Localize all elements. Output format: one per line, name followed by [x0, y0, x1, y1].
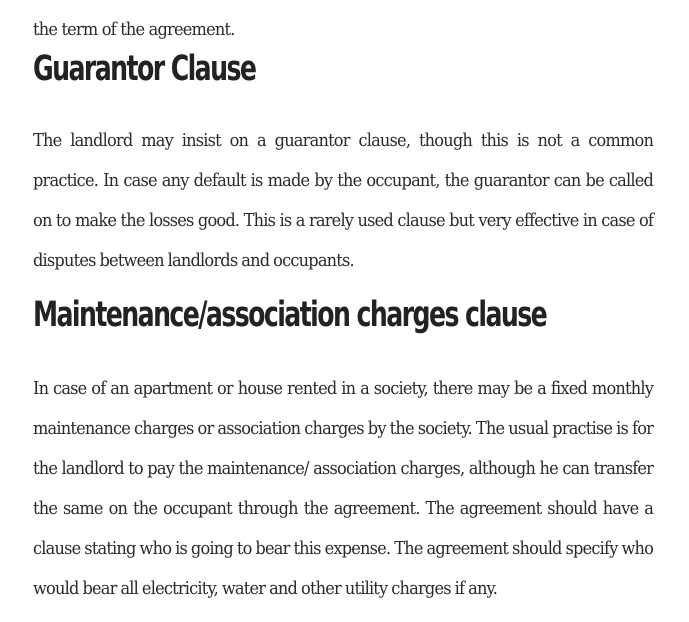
section-heading-maintenance-charges-clause: Maintenance/association charges clause [33, 295, 547, 335]
section-body-maintenance-charges-clause: In case of an apartment or house rented in a society, there may be a fixed monthly maintenance charges or association charges by the society. The usual practise is for the landlord to pay the maintenance/ association charges, although he can transfer the same on the occupant through the agreement. The agreement should have a clause stating who is going to bear this expense. The agreement should specify who would bear all electricity, water and other utility charges if any. [33, 378, 654, 599]
section-heading-guarantor-clause: Guarantor Clause [33, 49, 256, 89]
lead-paragraph-fragment: the term of the agreement. [33, 19, 235, 40]
section-body-guarantor-clause: The landlord may insist on a guarantor clause, though this is not a common practice. In case any default is made by the occupant, the guarantor can be called on to make the losses good. This is a rarely used clause but very effective in case of disputes between landlords and occupants. [33, 130, 654, 271]
